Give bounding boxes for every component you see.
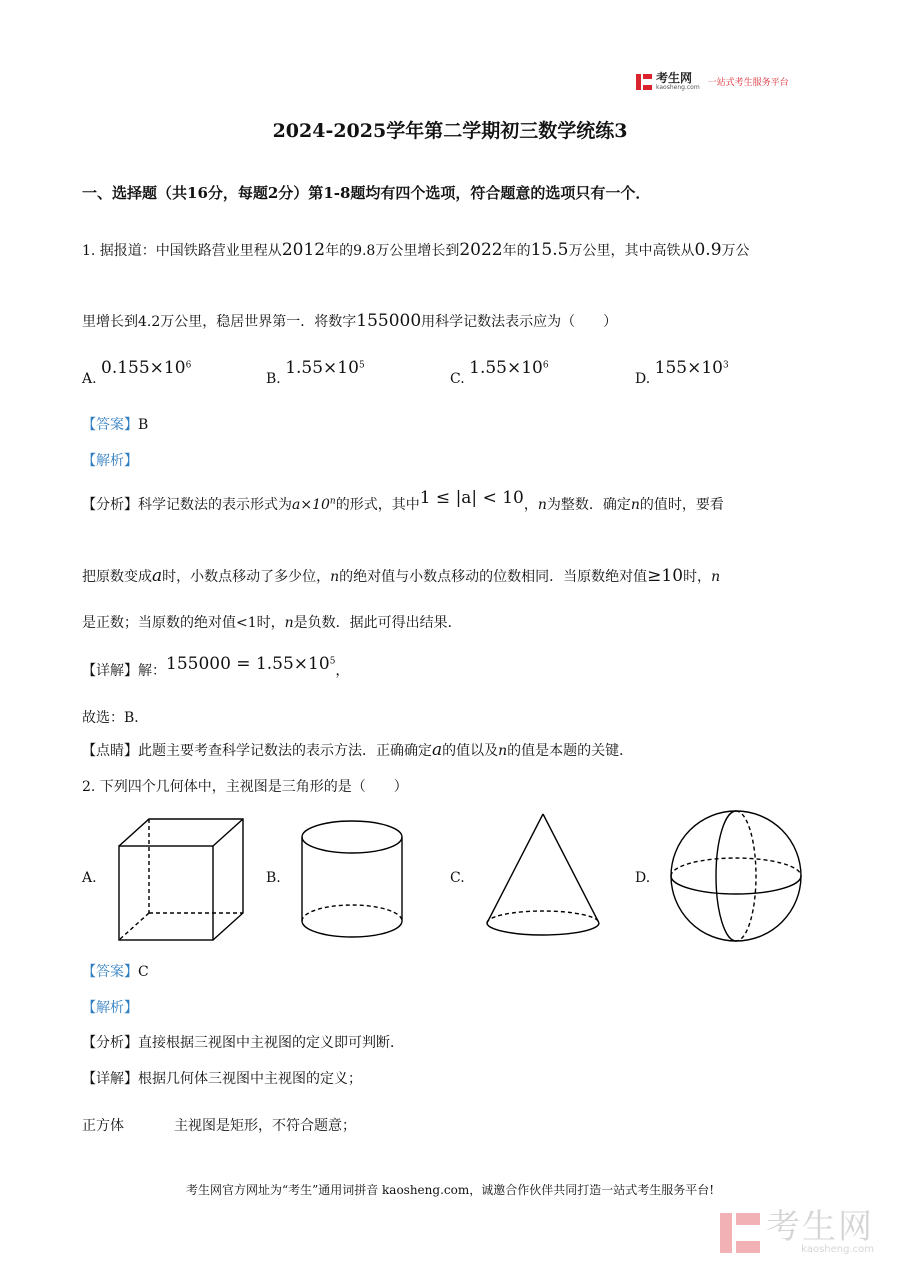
q1-fenxi-line3: 是正数；当原数的绝对值<1时，n是负数．据此可得出结果． <box>82 615 462 631</box>
watermark-cn: 考生网 <box>766 1207 874 1247</box>
kaosheng-logo-icon <box>636 74 652 90</box>
section-heading: 一、选择题（共16分，每题2分）第1-8题均有四个选项，符合题意的选项只有一个． <box>82 184 651 202</box>
q2-jiexi-tag: 【解析】 <box>82 1000 138 1016</box>
logo-cn: 考生网 <box>656 71 693 85</box>
watermark <box>720 1207 874 1255</box>
q1-xiangjie: 【详解】解：$155000 = 1.55\times 10^5$， <box>82 654 350 679</box>
q1-guxuan: 故选：B． <box>82 710 149 726</box>
q2-option-c-label[interactable]: C. <box>450 870 465 886</box>
q1-option-c[interactable]: C. $1.55\times 10^6$ <box>450 358 549 387</box>
q2-option-b-label[interactable]: B. <box>266 870 281 886</box>
q2-option-a-label[interactable]: A. <box>82 870 97 886</box>
q1-fenxi-line2: 把原数变成a时，小数点移动了多少位，n的绝对值与小数点移动的位数相同．当原数绝对值≥10时，n <box>82 566 721 586</box>
cylinder-figure <box>300 815 410 945</box>
q1-jiexi-tag: 【解析】 <box>82 453 138 469</box>
sphere-figure <box>668 808 808 948</box>
page-footer: 考生网官方网址为“考生”通用词拼音 kaosheng.com，诚邀合作伙伴共同打造一站式考生服务平台! <box>185 1183 715 1197</box>
q1-answer: 【答案】B <box>82 417 149 433</box>
q1-dianjing: 【点睛】此题主要考查科学记数法的表示方法．正确确定a的值以及n的值是本题的关键． <box>82 740 634 760</box>
q2-option-d-label[interactable]: D. <box>635 870 651 886</box>
cone-figure <box>484 812 604 942</box>
logo-en: kaosheng.com <box>656 84 700 91</box>
header-logo <box>636 72 789 91</box>
watermark-en: kaosheng.com <box>801 1244 874 1255</box>
q2-line-cube-label: 正方体 <box>82 1118 124 1134</box>
q2-fenxi: 【分析】直接根据三视图中主视图的定义即可判断． <box>82 1035 404 1051</box>
q1-fenxi-line1: 【分析】科学记数法的表示形式为$a\times 10^n$的形式，其中1 ≤ |a| < 10，n为整数．确定n的值时，要看 <box>82 488 724 513</box>
logo-slogan: 一站式考生服务平台 <box>707 78 789 88</box>
q1-line2: 里增长到4.2万公里，稳居世界第一．将数字155000用科学记数法表示应为（ ） <box>82 311 618 331</box>
q1-option-a[interactable]: A. $0.155\times 10^6$ <box>82 358 192 387</box>
q2-xiangjie: 【详解】根据几何体三视图中主视图的定义； <box>82 1071 362 1087</box>
q1-line1: 1. 据报道：中国铁路营业里程从2012年的9.8万公里增长到2022年的15.5万公里，其中高铁从0.9万公 <box>82 240 750 260</box>
q2-stem: 2. 下列四个几何体中，主视图是三角形的是（ ） <box>82 779 408 795</box>
q1-option-b[interactable]: B. $1.55\times 10^5$ <box>266 358 365 387</box>
q1-option-d[interactable]: D. $155\times 10^3$ <box>635 358 729 387</box>
cube-figure <box>115 815 250 945</box>
q2-answer: 【答案】C <box>82 964 149 980</box>
q2-line-cube-text: 主视图是矩形，不符合题意； <box>174 1118 356 1134</box>
watermark-logo-icon <box>720 1213 760 1253</box>
page-title: 2024-2025学年第二学期初三数学统练3 <box>272 120 628 142</box>
